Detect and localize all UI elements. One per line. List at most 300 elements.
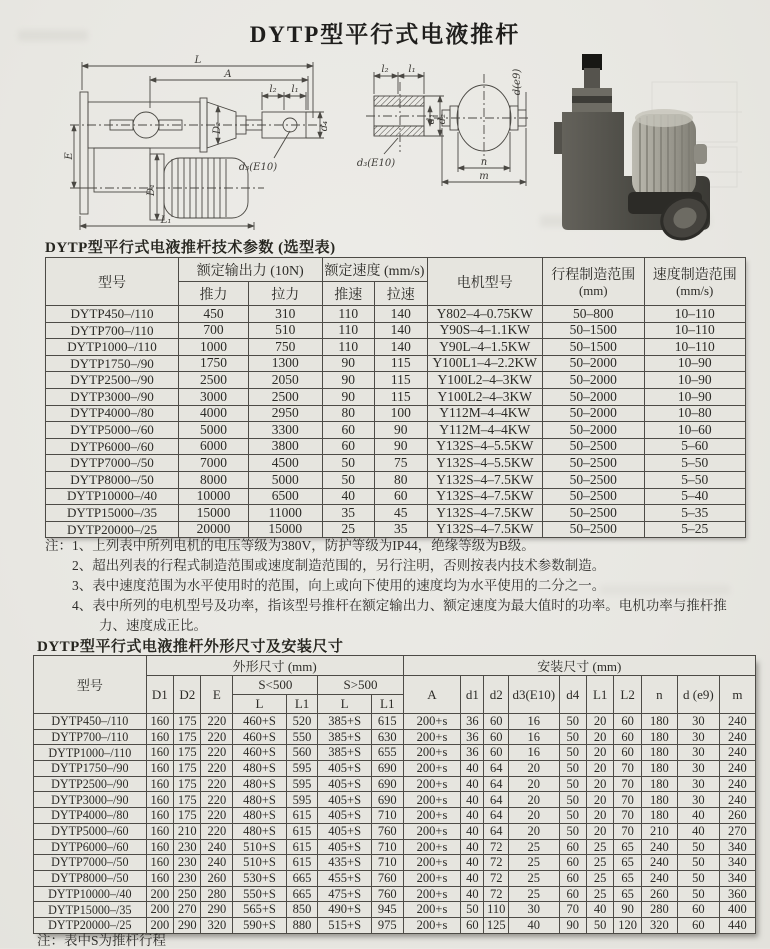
value-cell: 25 [509, 839, 560, 855]
col-header-model: 型号 [34, 656, 147, 714]
value-cell: 665 [286, 870, 318, 886]
side-bracket-shape [554, 122, 562, 154]
value-cell: 64 [484, 823, 509, 839]
value-cell: 72 [484, 839, 509, 855]
table-footnote: 注：表中S为推杆行程 [37, 933, 167, 948]
table-row [34, 902, 756, 918]
value-cell: 10–80 [644, 405, 746, 422]
col-header-push-speed: 推速 [322, 282, 375, 306]
value-cell: 6000 [179, 438, 249, 455]
value-cell: 40 [677, 808, 719, 824]
value-cell: Y132S–4–5.5KW [427, 438, 543, 455]
value-cell: 40 [677, 823, 719, 839]
value-cell: 240 [641, 870, 677, 886]
value-cell: 25 [322, 521, 375, 538]
value-cell: 6500 [249, 488, 323, 505]
value-cell: 595 [286, 761, 318, 777]
table-row [46, 372, 746, 389]
value-cell: 10–90 [644, 372, 746, 389]
value-cell: 16 [509, 714, 560, 730]
value-cell: 210 [641, 823, 677, 839]
value-cell: 250 [174, 886, 201, 902]
value-cell: 50–2500 [543, 488, 645, 505]
table-row [46, 355, 746, 372]
value-cell: 20000 [179, 521, 249, 538]
model-cell: DYTP1750–/90 [34, 761, 147, 777]
value-cell: 240 [641, 839, 677, 855]
col-header-rated-output: 额定输出力 (10N) [179, 258, 323, 282]
col-header-d3: d3(E10) [509, 676, 560, 714]
value-cell: 60 [484, 745, 509, 761]
note-item: 1、上列表中所列电机的电压等级为380V，防护等级为IP44，绝缘等级为B级。 [72, 538, 535, 553]
value-cell: 30 [677, 761, 719, 777]
value-cell: 70 [614, 776, 641, 792]
value-cell: 80 [322, 405, 375, 422]
table-row [34, 714, 756, 730]
col-header-n: n [641, 676, 677, 714]
table-row [46, 422, 746, 439]
stroke-range-unit: (mm) [578, 283, 608, 298]
value-cell: 115 [375, 372, 428, 389]
speed-range-unit: (mm/s) [676, 283, 714, 298]
page-title: DYTP型平行式电液推杆 [249, 22, 521, 47]
value-cell: 50–2500 [543, 505, 645, 522]
value-cell: 615 [286, 839, 318, 855]
value-cell: Y90S–4–1.1KW [427, 322, 543, 339]
value-cell: 80 [375, 471, 428, 488]
value-cell: 40 [322, 488, 375, 505]
model-cell: DYTP5000–/60 [46, 422, 179, 439]
value-cell: 690 [371, 792, 403, 808]
col-header-L1-gt: L1 [371, 695, 403, 714]
spec-table [45, 257, 746, 538]
value-cell: 200 [146, 917, 173, 933]
value-cell: 455+S [318, 870, 371, 886]
dim-label-L1: L₁ [160, 215, 172, 226]
col-header-D1: D1 [146, 676, 173, 714]
value-cell: 710 [371, 839, 403, 855]
value-cell: 160 [146, 808, 173, 824]
value-cell: 15000 [179, 505, 249, 522]
value-cell: 200 [146, 886, 173, 902]
value-cell: 20 [509, 792, 560, 808]
value-cell: 280 [641, 902, 677, 918]
value-cell: 210 [174, 823, 201, 839]
col-header-speed-range [644, 258, 746, 306]
value-cell: 200+s [403, 839, 461, 855]
value-cell: 405+S [318, 792, 371, 808]
value-cell: 3300 [249, 422, 323, 439]
value-cell: 140 [375, 322, 428, 339]
value-cell: 560 [286, 745, 318, 761]
value-cell: 20 [509, 776, 560, 792]
value-cell: 480+S [233, 776, 286, 792]
value-cell: 220 [201, 729, 233, 745]
value-cell: 60 [322, 438, 375, 455]
col-header-E: E [201, 676, 233, 714]
table-row [34, 823, 756, 839]
value-cell: 510 [249, 322, 323, 339]
value-cell: 160 [146, 761, 173, 777]
dim-label-d4: d₄ [319, 120, 330, 132]
value-cell: 880 [286, 917, 318, 933]
dimension-table [33, 655, 756, 934]
value-cell: 5000 [179, 422, 249, 439]
value-cell: 405+S [318, 808, 371, 824]
value-cell: 200+s [403, 776, 461, 792]
value-cell: 310 [249, 306, 323, 323]
value-cell: 260 [201, 870, 233, 886]
value-cell: 36 [461, 714, 484, 730]
push-rod-shape [582, 54, 602, 92]
value-cell: 515+S [318, 917, 371, 933]
value-cell: 20 [586, 823, 613, 839]
dim-label-d3: d₃(E10) [238, 162, 278, 173]
value-cell: 405+S [318, 761, 371, 777]
value-cell: 280 [201, 886, 233, 902]
value-cell: Y132S–4–5.5KW [427, 455, 543, 472]
value-cell: 220 [201, 714, 233, 730]
value-cell: 25 [509, 855, 560, 871]
value-cell: 3800 [249, 438, 323, 455]
value-cell: 550+S [233, 886, 286, 902]
value-cell: 200+s [403, 886, 461, 902]
col-header-pull-speed: 拉速 [375, 282, 428, 306]
value-cell: 5000 [249, 471, 323, 488]
value-cell: 120 [614, 917, 641, 933]
group-header-s-gt-500: S>500 [318, 676, 403, 695]
model-cell: DYTP450–/110 [34, 714, 147, 730]
model-cell: DYTP1000–/110 [46, 339, 179, 356]
value-cell: 30 [677, 714, 719, 730]
value-cell: 64 [484, 776, 509, 792]
value-cell: 760 [371, 870, 403, 886]
value-cell: 3000 [179, 388, 249, 405]
value-cell: 260 [719, 808, 755, 824]
value-cell: 50 [322, 455, 375, 472]
value-cell: 90 [559, 917, 586, 933]
value-cell: 45 [375, 505, 428, 522]
value-cell: Y90L–4–1.5KW [427, 339, 543, 356]
value-cell: 360 [719, 886, 755, 902]
value-cell: 30 [509, 902, 560, 918]
value-cell: 200+s [403, 917, 461, 933]
value-cell: Y100L2–4–3KW [427, 388, 543, 405]
model-cell: DYTP8000–/50 [46, 471, 179, 488]
table-row [46, 306, 746, 323]
value-cell: 70 [614, 823, 641, 839]
value-cell: 60 [559, 870, 586, 886]
value-cell: 240 [719, 761, 755, 777]
value-cell: 220 [201, 792, 233, 808]
value-cell: 1300 [249, 355, 323, 372]
value-cell: 60 [559, 855, 586, 871]
value-cell: 64 [484, 808, 509, 824]
col-header-m: m [719, 676, 755, 714]
value-cell: 50 [677, 886, 719, 902]
value-cell: 72 [484, 870, 509, 886]
value-cell: 5–60 [644, 438, 746, 455]
table-row [34, 808, 756, 824]
model-cell: DYTP7000–/50 [34, 855, 147, 871]
dim-label-D2: D₂ [212, 121, 223, 135]
value-cell: 10–110 [644, 339, 746, 356]
value-cell: 60 [677, 917, 719, 933]
bushing-label-d3: d₃(E10) [356, 158, 396, 169]
value-cell: 710 [371, 808, 403, 824]
value-cell: 10–90 [644, 388, 746, 405]
value-cell: 25 [509, 886, 560, 902]
col-header-L-gt: L [318, 695, 371, 714]
table-row [46, 438, 746, 455]
endview-label-m: m [479, 171, 489, 182]
value-cell: 240 [719, 776, 755, 792]
notes-list [72, 536, 730, 636]
value-cell: 50 [461, 902, 484, 918]
stroke-range-label: 行程制造范围 [551, 267, 636, 283]
value-cell: 20 [586, 714, 613, 730]
dim-table-title: DYTP型平行式电液推杆外形尺寸及安装尺寸 [37, 639, 344, 655]
value-cell: 480+S [233, 808, 286, 824]
value-cell: 460+S [233, 714, 286, 730]
value-cell: 60 [559, 886, 586, 902]
value-cell: 110 [322, 339, 375, 356]
value-cell: 115 [375, 355, 428, 372]
value-cell: 5–35 [644, 505, 746, 522]
col-header-L1-lt: L1 [286, 695, 318, 714]
value-cell: 405+S [318, 823, 371, 839]
value-cell: Y132S–4–7.5KW [427, 521, 543, 538]
col-header-L-lt: L [233, 695, 286, 714]
value-cell: 8000 [179, 471, 249, 488]
value-cell: 50–2500 [543, 455, 645, 472]
col-header-d-e9: d (e9) [677, 676, 719, 714]
value-cell: 475+S [318, 886, 371, 902]
value-cell: 30 [677, 745, 719, 761]
col-header-L1: L1 [586, 676, 613, 714]
value-cell: 60 [677, 902, 719, 918]
col-header-pull-force: 拉力 [249, 282, 323, 306]
value-cell: 270 [174, 902, 201, 918]
value-cell: 615 [286, 855, 318, 871]
value-cell: 65 [614, 886, 641, 902]
model-cell: DYTP10000–/40 [46, 488, 179, 505]
cylinder-head-shape [572, 88, 612, 116]
col-header-push-force: 推力 [179, 282, 249, 306]
value-cell: 615 [286, 808, 318, 824]
value-cell: 460+S [233, 729, 286, 745]
value-cell: 30 [677, 792, 719, 808]
value-cell: 90 [375, 438, 428, 455]
value-cell: 64 [484, 792, 509, 808]
value-cell: 260 [641, 886, 677, 902]
value-cell: 750 [249, 339, 323, 356]
value-cell: 180 [641, 776, 677, 792]
value-cell: 40 [586, 902, 613, 918]
value-cell: 20 [509, 823, 560, 839]
value-cell: 40 [461, 776, 484, 792]
value-cell: 850 [286, 902, 318, 918]
value-cell: 110 [322, 322, 375, 339]
value-cell: 160 [146, 870, 173, 886]
value-cell: 450 [179, 306, 249, 323]
value-cell: 550 [286, 729, 318, 745]
product-photo [532, 52, 746, 240]
value-cell: 4000 [179, 405, 249, 422]
value-cell: 220 [201, 776, 233, 792]
table-row [34, 761, 756, 777]
value-cell: 220 [201, 808, 233, 824]
value-cell: 10–110 [644, 306, 746, 323]
value-cell: Y100L2–4–3KW [427, 372, 543, 389]
value-cell: 340 [719, 870, 755, 886]
table-row [34, 792, 756, 808]
value-cell: 64 [484, 761, 509, 777]
value-cell: 565+S [233, 902, 286, 918]
model-cell: DYTP2500–/90 [46, 372, 179, 389]
value-cell: 240 [201, 855, 233, 871]
value-cell: 405+S [318, 839, 371, 855]
value-cell: 30 [677, 776, 719, 792]
model-cell: DYTP20000–/25 [34, 917, 147, 933]
note-item: 3、表中速度范围为水平使用时的范围，向上或向下使用的速度均为水平使用的二分之一。 [72, 577, 606, 593]
model-cell: DYTP4000–/80 [34, 808, 147, 824]
value-cell: 630 [371, 729, 403, 745]
value-cell: 595 [286, 776, 318, 792]
value-cell: 5–25 [644, 521, 746, 538]
value-cell: 440 [719, 917, 755, 933]
value-cell: 320 [641, 917, 677, 933]
value-cell: 240 [719, 714, 755, 730]
table-row [34, 745, 756, 761]
value-cell: 50 [559, 745, 586, 761]
value-cell: 35 [375, 521, 428, 538]
value-cell: 510+S [233, 855, 286, 871]
col-header-A: A [403, 676, 461, 714]
value-cell: 90 [614, 902, 641, 918]
value-cell: 340 [719, 839, 755, 855]
value-cell: 200+s [403, 729, 461, 745]
value-cell: 2950 [249, 405, 323, 422]
value-cell: 70 [559, 902, 586, 918]
value-cell: 60 [614, 714, 641, 730]
value-cell: 240 [719, 745, 755, 761]
value-cell: 50–800 [543, 306, 645, 323]
value-cell: 40 [461, 823, 484, 839]
value-cell: 50–2000 [543, 422, 645, 439]
value-cell: 1000 [179, 339, 249, 356]
value-cell: 595 [286, 792, 318, 808]
value-cell: 40 [461, 870, 484, 886]
col-header-D2: D2 [174, 676, 201, 714]
value-cell: 690 [371, 776, 403, 792]
value-cell: 20 [509, 761, 560, 777]
value-cell: 5–40 [644, 488, 746, 505]
value-cell: 50–2500 [543, 438, 645, 455]
value-cell: Y112M–4–4KW [427, 405, 543, 422]
model-cell: DYTP1000–/110 [34, 745, 147, 761]
value-cell: 50 [586, 917, 613, 933]
value-cell: 20 [509, 808, 560, 824]
value-cell: 230 [174, 839, 201, 855]
value-cell: Y112M–4–4KW [427, 422, 543, 439]
value-cell: 60 [484, 729, 509, 745]
value-cell: Y100L1–4–2.2KW [427, 355, 543, 372]
value-cell: 400 [719, 902, 755, 918]
table-row [34, 886, 756, 902]
table-row [46, 339, 746, 356]
value-cell: 50 [677, 839, 719, 855]
value-cell: 140 [375, 306, 428, 323]
model-cell: DYTP6000–/60 [46, 438, 179, 455]
value-cell: 90 [322, 355, 375, 372]
value-cell: 5–50 [644, 455, 746, 472]
model-cell: DYTP7000–/50 [46, 455, 179, 472]
value-cell: 180 [641, 792, 677, 808]
value-cell: 200+s [403, 714, 461, 730]
value-cell: 290 [174, 917, 201, 933]
value-cell: 180 [641, 808, 677, 824]
value-cell: 60 [461, 917, 484, 933]
value-cell: 200+s [403, 808, 461, 824]
value-cell: 220 [201, 761, 233, 777]
value-cell: 40 [461, 886, 484, 902]
value-cell: 16 [509, 745, 560, 761]
value-cell: 60 [375, 488, 428, 505]
value-cell: 50–2500 [543, 471, 645, 488]
value-cell: 230 [174, 870, 201, 886]
value-cell: 35 [322, 505, 375, 522]
value-cell: 175 [174, 745, 201, 761]
value-cell: 50 [322, 471, 375, 488]
value-cell: 175 [174, 808, 201, 824]
bushing-label-l1: l₁ [408, 64, 416, 75]
value-cell: 290 [201, 902, 233, 918]
note-item: 4、表中所列的电机型号及功率，指该型号推杆在额定输出力、额定速度为最大值时的功率。电机功率与推杆推力、速度成正比。 [72, 597, 727, 633]
value-cell: 480+S [233, 792, 286, 808]
value-cell: 180 [641, 745, 677, 761]
value-cell: 30 [677, 729, 719, 745]
value-cell: 20 [586, 776, 613, 792]
value-cell: 40 [509, 917, 560, 933]
value-cell: Y132S–4–7.5KW [427, 471, 543, 488]
model-cell: DYTP450–/110 [46, 306, 179, 323]
value-cell: 75 [375, 455, 428, 472]
value-cell: 90 [322, 372, 375, 389]
value-cell: 70 [614, 761, 641, 777]
value-cell: 125 [484, 917, 509, 933]
value-cell: 20 [586, 761, 613, 777]
notes-label: 注： [45, 538, 72, 553]
value-cell: 65 [614, 855, 641, 871]
value-cell: 10000 [179, 488, 249, 505]
value-cell: 710 [371, 855, 403, 871]
value-cell: 665 [286, 886, 318, 902]
value-cell: 435+S [318, 855, 371, 871]
value-cell: 25 [509, 870, 560, 886]
col-header-L2: L2 [614, 676, 641, 714]
model-cell: DYTP3000–/90 [34, 792, 147, 808]
col-header-stroke-range [543, 258, 645, 306]
value-cell: 40 [461, 808, 484, 824]
dim-label-E: E [64, 152, 75, 160]
value-cell: 320 [201, 917, 233, 933]
value-cell: Y802–4–0.75KW [427, 306, 543, 323]
value-cell: 160 [146, 729, 173, 745]
dim-label-D1: D₁ [146, 183, 157, 197]
model-cell: DYTP2500–/90 [34, 776, 147, 792]
table-row [46, 455, 746, 472]
